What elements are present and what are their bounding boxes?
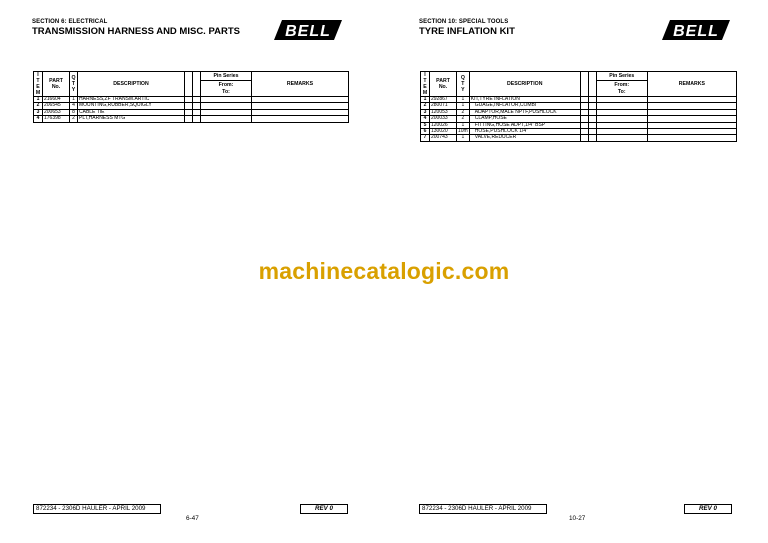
header-pin-spacer — [185, 72, 193, 97]
section-label: SECTION 10: SPECIAL TOOLS — [419, 19, 509, 25]
table-row: 2 206545 4 MOUNTING,RUBBER,SQUIGLY — [34, 103, 349, 109]
header-pin-spacer — [580, 72, 588, 97]
table-row: 2 280071 1 GUAGE,INFLATOR,COMBI — [421, 103, 737, 109]
page-number: 6-47 — [186, 515, 199, 522]
watermark-text: machinecatalogic.com — [258, 258, 510, 284]
header-remarks: REMARKS — [647, 72, 736, 97]
table-row: 3 120053 2 ADAPTOR,MALE NPTF,PUSHLOCK — [421, 109, 737, 115]
table-row: 4 200033 2 CLAMP,HOSE — [421, 116, 737, 122]
header-to: To: — [596, 88, 647, 96]
page-title: TYRE INFLATION KIT — [419, 26, 515, 37]
bell-logo — [272, 18, 344, 42]
footer-doc-ref: 872234 - 2306D HAULER - APRIL 2009 — [33, 504, 161, 514]
header-part: PART No. — [430, 72, 457, 97]
table-row: 6 130020 10m HOSE,PUSHLOCK 1/4" — [421, 129, 737, 135]
header-from: From: — [201, 80, 252, 88]
footer-doc-ref: 872234 - 2306D HAULER - APRIL 2009 — [419, 504, 547, 514]
header-pin-spacer — [193, 72, 201, 97]
rev-label: REV 0 — [300, 504, 348, 514]
rev-label: REV 0 — [684, 504, 732, 514]
parts-table — [420, 71, 737, 142]
page-number: 10-27 — [569, 515, 586, 522]
header-description: DESCRIPTION — [78, 72, 185, 97]
table-row: 1 292867 1 KIT,TYRE INFLATION — [421, 97, 737, 103]
table-row: 7 200743 1 VALVE,REDUCER — [421, 135, 737, 141]
header-from: From: — [596, 80, 647, 88]
svg-text:BELL: BELL — [285, 23, 331, 40]
header-qty: Q T Y — [457, 72, 470, 97]
bell-logo — [660, 18, 732, 42]
header-item: I T E M — [421, 72, 430, 97]
header-qty: Q T Y — [70, 72, 78, 97]
header-remarks: REMARKS — [252, 72, 349, 97]
header-pin-spacer — [588, 72, 596, 97]
parts-table — [33, 71, 349, 123]
table-row: 5 120026 1 FITTING,HOSE ADPT,1/4" BSP — [421, 122, 737, 128]
header-pin-series: Pin Series — [201, 72, 252, 81]
page-title: TRANSMISSION HARNESS AND MISC. PARTS — [32, 26, 240, 37]
header-item: I T E M — [34, 72, 43, 97]
svg-text:BELL: BELL — [673, 23, 719, 40]
table-row: 3 200653 8 CABLE TIE — [34, 109, 349, 115]
header-description: DESCRIPTION — [469, 72, 580, 97]
header-to: To: — [201, 88, 252, 96]
table-row: 4 176398 2 PLT,HARNESS MTG — [34, 116, 349, 122]
section-label: SECTION 6: ELECTRICAL — [32, 19, 108, 25]
table-row: 1 216604 1 HARNESS,ZF TRANSM.ARTIC — [34, 97, 349, 103]
header-pin-series: Pin Series — [596, 72, 647, 81]
header-part: PART No. — [43, 72, 70, 97]
